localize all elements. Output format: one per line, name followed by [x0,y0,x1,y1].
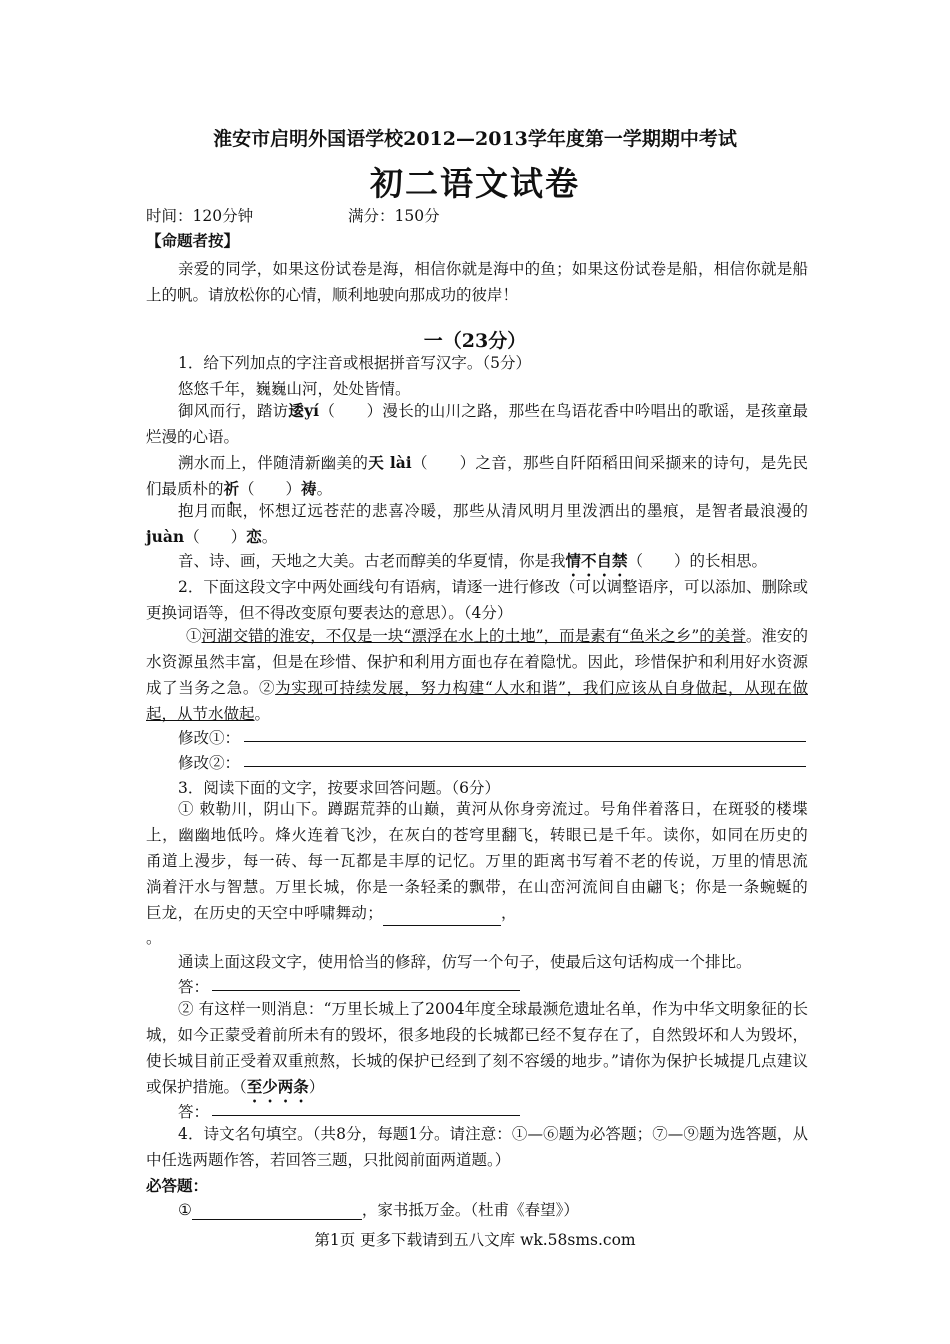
q1-line3-e: （ ） [239,480,302,498]
q3-passage2 [146,996,808,1106]
q3-answer1-label: 答： [178,978,210,996]
q4-item1-text: ，家书抵万金。（杜甫《春望》） [361,1201,579,1219]
q1-stem: 1．给下列加点的字注音或根据拼音写汉字。（5分） [178,354,531,372]
section-title: 一（23分） [423,330,527,352]
q4-stem: 4．诗文名句填空。（共8分，每题1分。请注意：①—⑥题为必答题；⑦—⑨题为选答题，从中任选两题作答，若回答三题，只批阅前面两道题。） [146,1125,808,1169]
q1-line4-e: 。 [261,528,278,546]
q3-answer2-line[interactable] [212,1115,520,1116]
q3-passage1 [146,796,808,926]
q1-dotted-qingbuzijin: 情不自禁 [565,551,628,570]
exam-subtitle: 初二语文试卷 [370,164,580,203]
q2-underlined-2: 为实现可持续发展，努力构建“人水和谐”，我们应该从自身做起，从现在做起，从节水做起 [146,679,808,723]
q4-item1 [178,1198,579,1220]
q1-line1: 悠悠千年，巍巍山河，处处皆情。 [178,380,411,398]
q2-stem: 2．下面这段文字中两处画线句有语病，请逐一进行修改（可以调整语序，可以添加、删除或更换词语等，但不得改变原句要表达的意思）。（4分） [146,578,808,622]
q3-fill-blank[interactable] [383,909,501,926]
q4-required-label: 必答题： [146,1176,209,1195]
q2-fix1-answer-line[interactable] [244,741,806,742]
q1-pinyin-tianlai: 天 lài [368,453,412,472]
q1-char-lian: 恋 [246,527,262,546]
page-footer: 第1页 更多下载请到五八文库 wk.58sms.com [314,1231,636,1249]
q1-pinyin-weiyi: 逶yí [288,401,320,420]
q4-item1-blank[interactable] [192,1203,362,1220]
q3-passage1-end: ， [501,904,517,922]
q1-char-dao: 祷 [301,479,317,498]
q2-fix2-answer-line[interactable] [244,766,806,767]
q1-pinyin-juan: juàn [146,527,185,546]
q2-mark1: ① [186,627,202,645]
exam-time: 时间：120分钟 [146,207,254,225]
q3-passage2-end: ） [308,1078,325,1096]
q3-stem: 3．阅读下面的文字，按要求回答问题。（6分） [178,779,500,797]
q1-line2 [146,398,808,450]
q2-underlined-1: 河湖交错的淮安，不仅是一块“漂浮在水上的土地”，而是素有“鱼米之乡”的美誉 [201,627,746,645]
q1-line5-a: 音、诗、画，天地之大美。古老而醇美的华夏情，你是我 [178,552,566,570]
note-label: 【命题者按】 [146,231,240,250]
q3-answer1-line[interactable] [212,990,520,991]
q3-passage2-text: ② 有这样一则消息：“万里长城上了2004年度全球最濒危遗址名单，作为中华文明象征的长城，如今正蒙受着前所未有的毁坏，很多地段的长城都已经不复存在了，自然毁坏和人为毁坏，使长城目前正受着双重煎熬，长城的保护已经到了刻不容缓的地步。”请你为保护长城提几点建议或保护措施。（ [146,1000,808,1096]
q2-passage-mid: 。淮安的水资源虽然丰富，但是在珍惜、保护和利用方面也存在着隐忧。因此，珍惜保护和利用好水资源成了当务之急。② [146,627,808,697]
q4-item1-mark: ① [178,1201,192,1219]
q3-answer2-label: 答： [178,1103,210,1121]
q1-line4 [146,498,808,550]
q2-passage [146,623,808,727]
q1-line2-a: 御风而行，踏访 [178,402,289,420]
q2-passage-end: 。 [254,705,271,723]
q1-line4-c: （ ） [184,528,247,546]
exam-title: 淮安市启明外国语学校2012—2013学年度第一学期期中考试 [213,128,737,150]
q3-dotted-zhishaoliangtiao: 至少两条 [246,1077,309,1096]
q1-line3-g: 。 [316,480,333,498]
q3-passage1-period: 。 [146,929,162,947]
q3-passage1-text: ① 敕勒川，阴山下。蹲踞荒莽的山巅，黄河从你身旁流过。号角伴着落日，在斑驳的楼堞上，幽幽地低吟。烽火连着飞沙，在灰白的苍穹里翻飞，转眼已是千年。读你，如同在历史的甬道上漫步，每一砖、每一瓦都是丰厚的记忆。万里的距离书写着不老的传说，万里的情思流淌着汗水与智慧。万里长城，你是一条轻柔的飘带，在山峦河流间自由翩飞；你是一条蜿蜒的巨龙，在历史的天空中呼啸舞动； [146,800,808,922]
q1-line3-a: 溯水而上，伴随清新幽美的 [178,454,369,472]
q1-line4-a: 抱月而眠，怀想辽远苍茫的悲喜冷暖，那些从清风明月里泼洒出的墨痕，是智者最浪漫的 [178,502,808,520]
q1-line5-c: （ ）的长相思。 [627,552,768,570]
note-text: 亲爱的同学，如果这份试卷是海，相信你就是海中的鱼；如果这份试卷是船，相信你就是船上的帆。请放松你的心情，顺利地驶向那成功的彼岸！ [146,260,808,304]
q1-line3-c: （ ）之音，那些自阡陌稻田间采撷来的诗句，是先民们最质朴的 [146,454,808,498]
q2-fix1-label: 修改①： [178,729,241,747]
q3-ask1: 通读上面这段文字，使用恰当的修辞，仿写一个句子，使最后这句话构成一个排比。 [178,953,752,971]
q2-fix2-label: 修改②： [178,754,241,772]
q1-line2-c: （ ）漫长的山川之路，那些在鸟语花香中吟唱出的歌谣，是孩童最烂漫的心语。 [146,402,808,446]
exam-score: 满分：150分 [348,207,440,225]
q1-dotted-qi: 祈 [223,479,240,498]
